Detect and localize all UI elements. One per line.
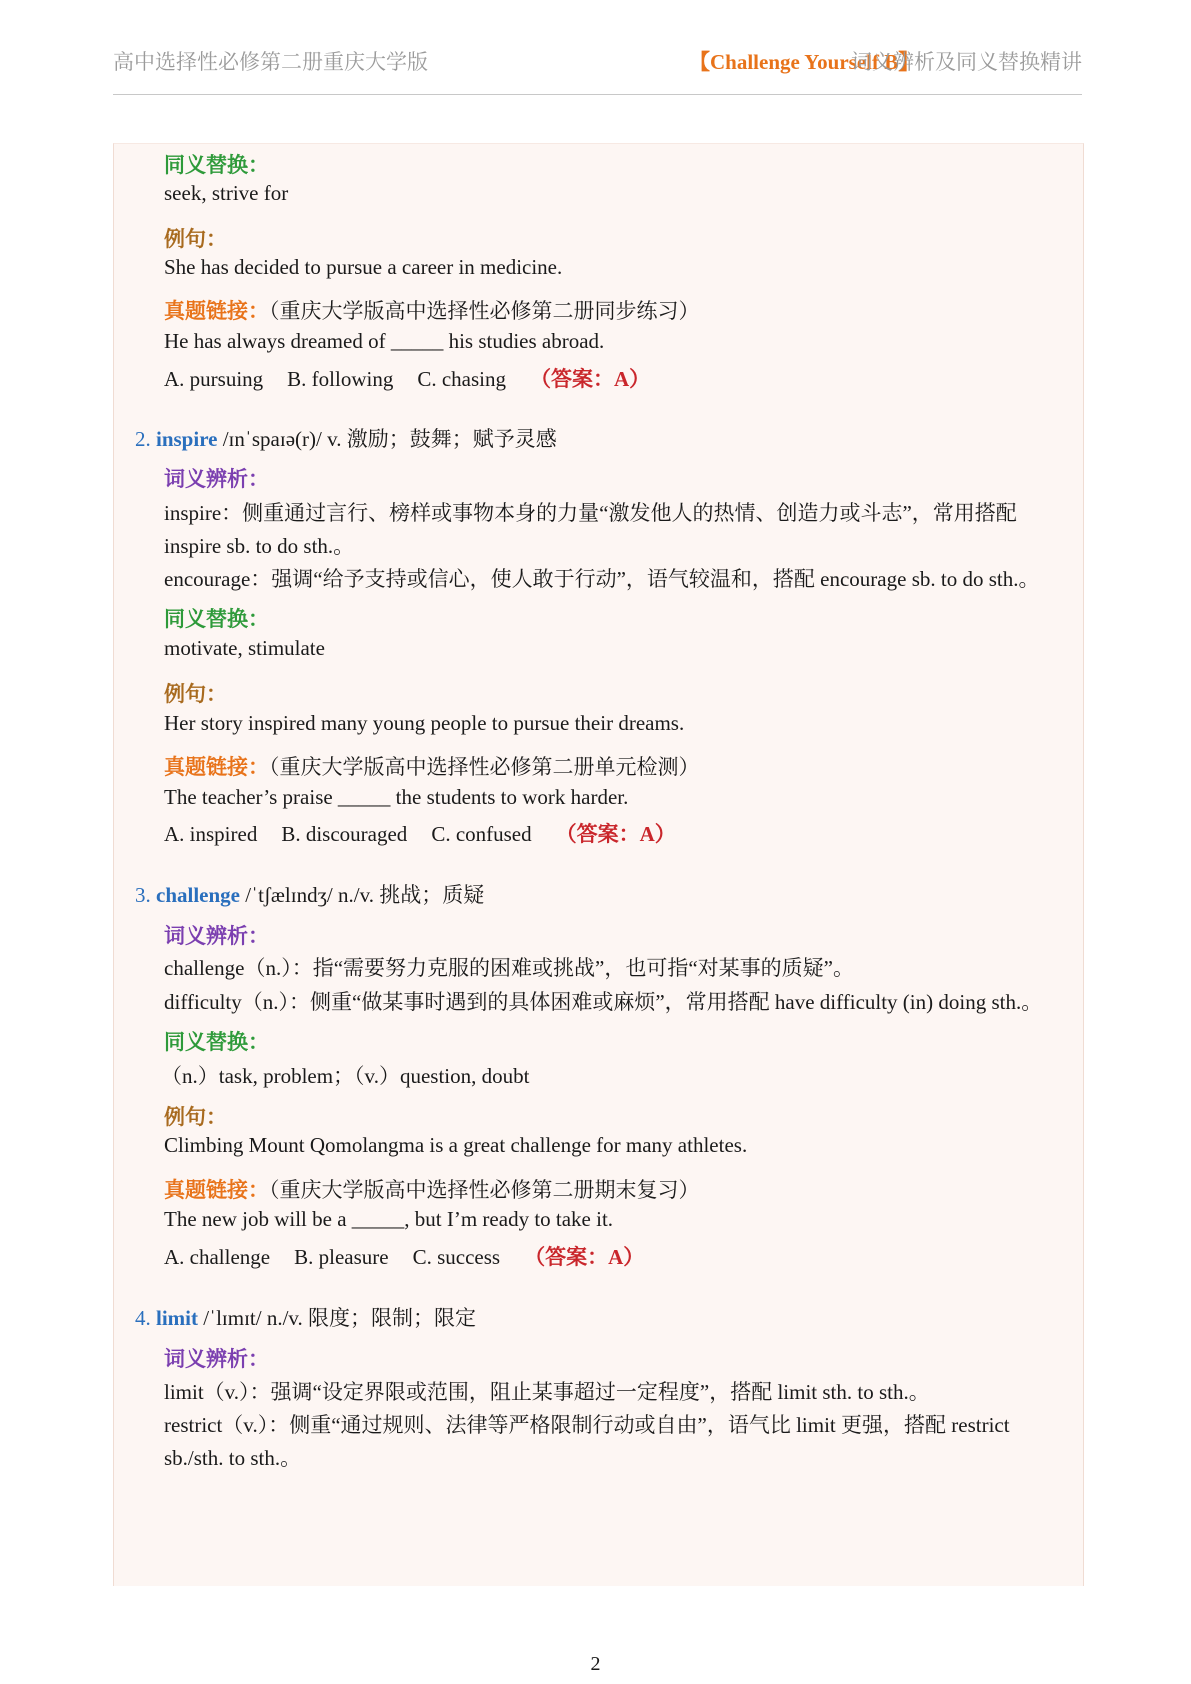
entry2-source: （重庆大学版高中选择性必修第二册单元检测） — [269, 755, 700, 779]
option-c: C. chasing — [417, 367, 506, 391]
answer: （答案：A） — [524, 1245, 645, 1269]
option-b: B. discouraged — [281, 822, 408, 846]
option-a: A. inspired — [164, 822, 258, 846]
entry3-question: The new job will be a _____, but I’m ready to take it. — [164, 1207, 614, 1231]
entry-word: limit — [156, 1306, 198, 1330]
link-label: 真题链接： — [164, 1178, 269, 1202]
option-b: B. following — [287, 367, 394, 391]
entry2-analysis-1: inspire：侧重通过言行、榜样或事物本身的力量“激发他人的热情、创造力或斗志”，常用搭配 — [164, 501, 1017, 525]
entry3-example: Climbing Mount Qomolangma is a great challenge for many athletes. — [164, 1133, 748, 1157]
entry-number: 4. — [135, 1306, 151, 1330]
entry-definition: /ˈlɪmɪt/ n./v. 限度；限制；限定 — [198, 1306, 477, 1330]
analysis-label: 词义辨析： — [164, 924, 269, 948]
example-label: 例句： — [164, 227, 227, 251]
analysis-label: 词义辨析： — [164, 467, 269, 491]
answer: （答案：A） — [530, 367, 651, 391]
synonym-label: 同义替换： — [164, 153, 269, 177]
entry3-link-line — [164, 1174, 700, 1204]
entry2-heading — [135, 423, 557, 453]
answer: （答案：A） — [555, 822, 676, 846]
entry2-analysis-2: encourage：强调“给予支持或信心，使人敢于行动”，语气较温和，搭配 encourage sb. to do sth.。 — [164, 567, 1040, 591]
entry3-analysis-2: difficulty（n.）：侧重“做某事时遇到的具体困难或麻烦”，常用搭配 have difficulty (in) doing sth.。 — [164, 990, 1043, 1014]
header-topic: 词义辨析及同义替换精讲 — [851, 50, 1082, 74]
entry-definition: /ɪnˈspaɪə(r)/ v. 激励；鼓舞；赋予灵感 — [217, 427, 557, 451]
header-tag: 【Challenge Yourself B】 — [689, 50, 920, 74]
entry2-options — [164, 818, 676, 848]
entry2-example: Her story inspired many young people to pursue their dreams. — [164, 711, 685, 735]
entry4-analysis-2b: sb./sth. to sth.。 — [164, 1446, 302, 1470]
entry-word: challenge — [156, 883, 240, 907]
entry4-analysis-1: limit（v.）：强调“设定界限或范围，阻止某事超过一定程度”，搭配 limit sth. to sth.。 — [164, 1380, 930, 1404]
content-panel — [113, 143, 1084, 1586]
entry1-source: （重庆大学版高中选择性必修第二册同步练习） — [269, 299, 700, 323]
entry2-synonyms: motivate, stimulate — [164, 636, 325, 660]
entry-number: 3. — [135, 883, 151, 907]
entry2-analysis-1b: inspire sb. to do sth.。 — [164, 534, 355, 558]
option-c: C. confused — [431, 822, 532, 846]
entry1-link-line — [164, 295, 700, 325]
entry-word: inspire — [156, 427, 218, 451]
example-label: 例句： — [164, 1105, 227, 1129]
analysis-label: 词义辨析： — [164, 1347, 269, 1371]
page-header — [113, 44, 1082, 95]
header-book-title: 高中选择性必修第二册重庆大学版 — [113, 50, 428, 74]
entry3-analysis-1: challenge（n.）：指“需要努力克服的困难或挑战”，也可指“对某事的质疑”。 — [164, 956, 854, 980]
example-label: 例句： — [164, 682, 227, 706]
entry-number: 2. — [135, 427, 151, 451]
option-a: A. pursuing — [164, 367, 264, 391]
entry-definition: /ˈtʃælɪndʒ/ n./v. 挑战；质疑 — [240, 883, 485, 907]
entry1-options — [164, 363, 650, 393]
option-b: B. pleasure — [294, 1245, 389, 1269]
option-a: A. challenge — [164, 1245, 271, 1269]
entry3-source: （重庆大学版高中选择性必修第二册期末复习） — [269, 1178, 700, 1202]
entry2-question: The teacher’s praise _____ the students to work harder. — [164, 785, 629, 809]
entry1-question: He has always dreamed of _____ his studies abroad. — [164, 329, 605, 353]
option-c: C. success — [412, 1245, 501, 1269]
entry3-heading — [135, 879, 484, 909]
entry3-options — [164, 1241, 644, 1271]
entry3-synonyms: （n.）task, problem；（v.）question, doubt — [161, 1064, 530, 1088]
entry2-link-line — [164, 751, 700, 781]
page-number: 2 — [590, 1653, 601, 1675]
entry1-synonyms: seek, strive for — [164, 181, 289, 205]
entry4-analysis-2: restrict（v.）：侧重“通过规则、法律等严格限制行动或自由”，语气比 limit 更强，搭配 restrict — [164, 1413, 1010, 1437]
entry4-heading — [135, 1302, 476, 1332]
synonym-label: 同义替换： — [164, 607, 269, 631]
link-label: 真题链接： — [164, 755, 269, 779]
entry1-example: She has decided to pursue a career in medicine. — [164, 255, 563, 279]
synonym-label: 同义替换： — [164, 1030, 269, 1054]
link-label: 真题链接： — [164, 299, 269, 323]
